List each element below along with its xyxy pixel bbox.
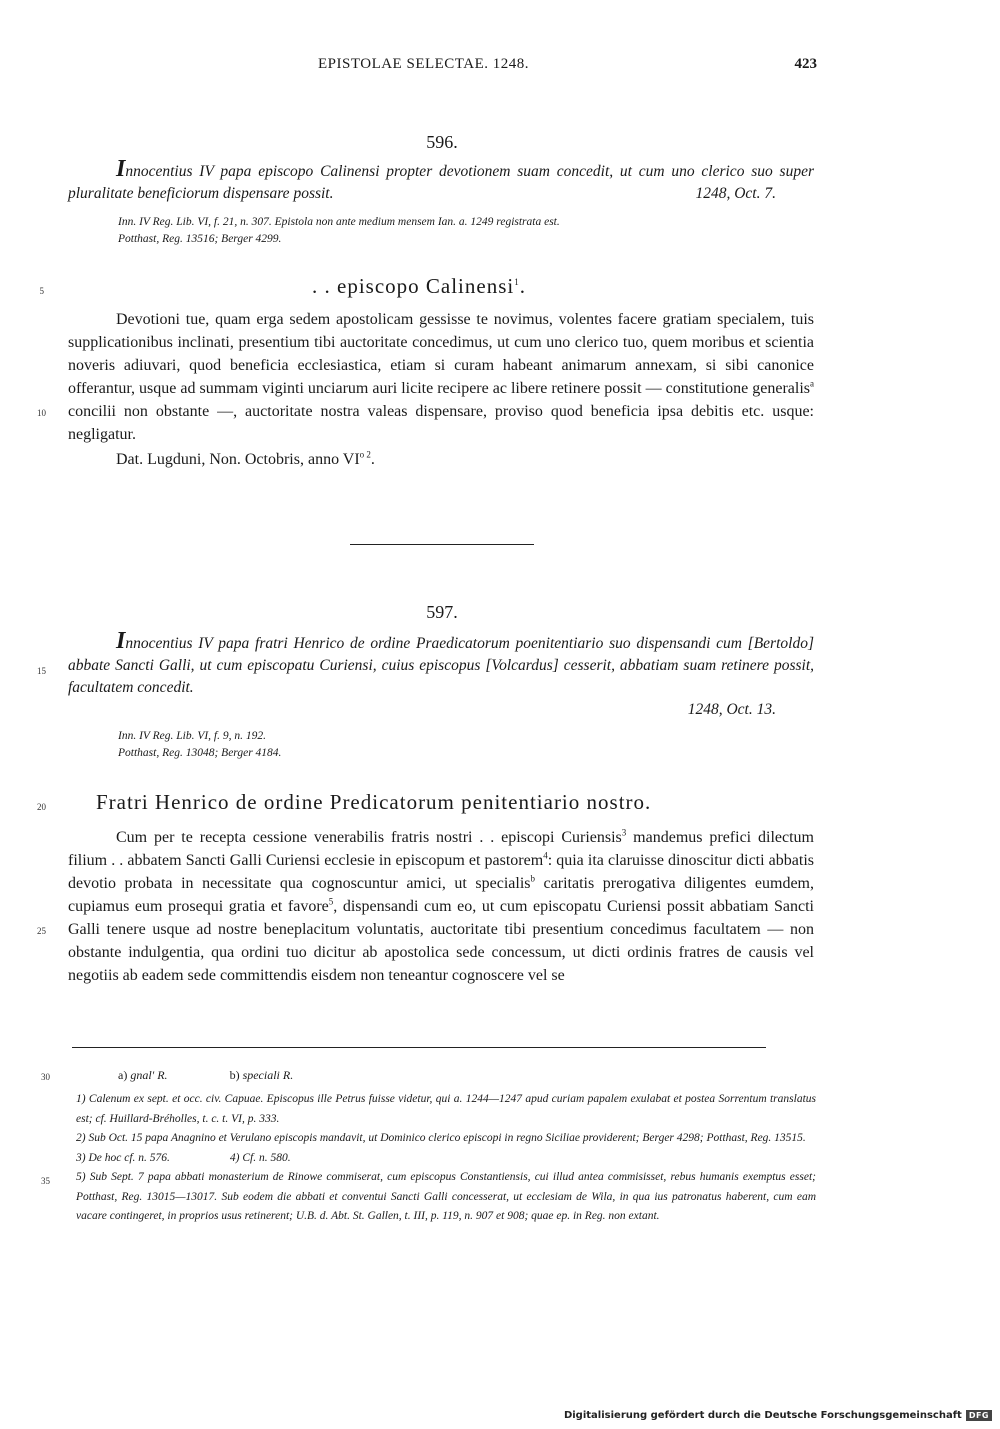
footnote-divider: [72, 1047, 766, 1048]
textual-notes: a) gnal' R. b) speciali R.: [118, 1068, 294, 1082]
footnote: 1) Calenum ex sept. et occ. civ. Capuae. Episcopus ille Petrus fuisse videtur, qui a. 1244—1247 apud curiam papalem exulabat et postea Sorrentum translatus est; cf. Huillard-Bréholles, t. c. t. VI, p. 333.: [76, 1093, 816, 1125]
credit-text: Digitalisierung gefördert durch die Deutsche Forschungsgemeinschaft: [563, 1410, 962, 1421]
footnote: 3) De hoc cf. n. 576. 4) Cf. n. 580.: [76, 1151, 291, 1164]
letter-number: 597.: [426, 602, 458, 622]
regest: [68, 158, 814, 205]
regest-text: nnocentius IV papa episcopo Calinensi propter devotionem suam concedit, ut cum uno clerico suo super pluralitate beneficiorum dispensare possit.: [68, 163, 814, 202]
drop-initial: I: [116, 628, 126, 654]
source-line: Inn. IV Reg. Lib. VI, f. 9, n. 192.: [118, 730, 266, 742]
source-line: Potthast, Reg. 13516; Berger 4299.: [118, 233, 282, 245]
source-line: Potthast, Reg. 13048; Berger 4184.: [118, 747, 282, 759]
footnote-ref: 1: [514, 277, 520, 287]
page-number: 423: [794, 56, 817, 72]
letter-number: 596.: [426, 132, 458, 152]
digitization-credit: [564, 1410, 992, 1421]
letter-body: [68, 308, 814, 471]
line-number: 25: [37, 926, 46, 936]
regest-text: nnocentius IV papa fratri Henrico de ordine Praedicatorum poenitentiario suo dispensandi cum [Bertoldo] abbate Sancti Galli, ut cum episcopatu Curiensi, cuius episcopus [Volcardus] cesserit, abbatiam suam retinere possit, facultatem concedit.: [68, 635, 814, 696]
letter-body: [68, 826, 814, 987]
dating-clause: Dat. Lugduni, Non. Octobris, anno $VI^{o 2}$.: [116, 449, 375, 468]
section-divider: [350, 544, 534, 545]
line-number: 5: [39, 286, 44, 296]
footnotes: [76, 1090, 816, 1227]
line-number: 30: [41, 1072, 50, 1082]
dfg-logo: DFG: [966, 1410, 992, 1421]
line-number: 10: [37, 408, 46, 418]
address-line: . . episcopo Calinensi$^1$.: [312, 274, 526, 298]
source-reference: [118, 214, 818, 248]
regest-date: 1248, Oct. 13.: [687, 701, 776, 718]
regest: [68, 630, 814, 721]
line-number: 20: [37, 802, 46, 812]
footnote: 5) Sub Sept. 7 papa abbati monasterium de Rinowe commiserat, cum episcopus Constantiensis, cui illud antea commisisset, rebus humanis exemptus esset; Potthast, Reg. 13015—13017. Sub eodem die abbati et conventui Sancti Galli concesserat, ut ecclesiam de Wila, in qua ius patronatus haberent, cum eam vacare contingeret, in proprios usus retinerent; U.B. d. Abt. St. Gallen, t. III, p. 119, n. 907 et 908; quae ep. in Reg. non extant.: [76, 1171, 816, 1222]
body-paragraph: Cum per te recepta cessione venerabilis fratris nostri . . episcopi Curiensis$^3$ mandemus prefici dilectum filium . . abbatem Sancti Galli Curiensi ecclesie in episcopum et pastorem$^4$: quia ita claruisse dinoscitur dicti abbatis devotio probata in necessitate qua cognoscuntur amici, ut specialis$^b$ caritatis prerogativa diligentes eumdem, cupiamus eum prosequi gratia et favore$^5$, dispensandi cum eo, ut cum episcopatu Curiensi possit abbatiam Sancti Galli tenere usque ad nostre beneplacitum voluntatis, auctoritate tibi presentium concedimus facultatem — non obstante indulgentia, qua ordini tuo dicitur ab apostolica sede concessum, ut dicti ordinis fratres de causis vel negotiis ab eadem sede committendis eisdem non teneantur cognoscere vel se: [68, 827, 814, 984]
source-line: Inn. IV Reg. Lib. VI, f. 21, n. 307. Epistola non ante medium mensem Ian. a. 1249 registrata est.: [118, 216, 560, 228]
regest-date: 1248, Oct. 7.: [695, 185, 776, 202]
source-reference: [118, 728, 818, 762]
footnote: 2) Sub Oct. 15 papa Anagnino et Verulano episcopis mandavit, ut Dominico clerico episcopi in regno Siciliae providerent; Berger 4298; Potthast, Reg. 13515.: [76, 1132, 806, 1144]
textual-note-ref: a: [810, 378, 814, 389]
running-title: EPISTOLAE SELECTAE. 1248.: [318, 56, 530, 72]
address-line: Fratri Henrico de ordine Predicatorum penitentiario nostro.: [96, 790, 652, 814]
address-text: . . episcopo Calinensi: [312, 274, 515, 298]
drop-initial: I: [116, 156, 126, 182]
line-number: 15: [37, 666, 46, 676]
body-paragraph: Devotioni tue, quam erga sedem apostolicam gessisse te novimus, volentes facere gratiam specialem, tuis supplicationibus inclinati, presentium tibi auctoritate concedimus, ut cum uno clerico tuo, quem moribus et scientia noveris adiuvari, quod beneficia ecclesiastica, etiam si curam habeant animarum annexam, si sibi canonice offerantur, usque ad summam viginti unciarum auri licite recipere ac libere retinere possit — constitutione generalis$^a$ concilii non obstante —, auctoritate nostra valeas dispensare, proviso quod beneficia ipsa debitis etc. usque: negligatur.: [68, 311, 814, 443]
line-number: 35: [41, 1176, 50, 1186]
